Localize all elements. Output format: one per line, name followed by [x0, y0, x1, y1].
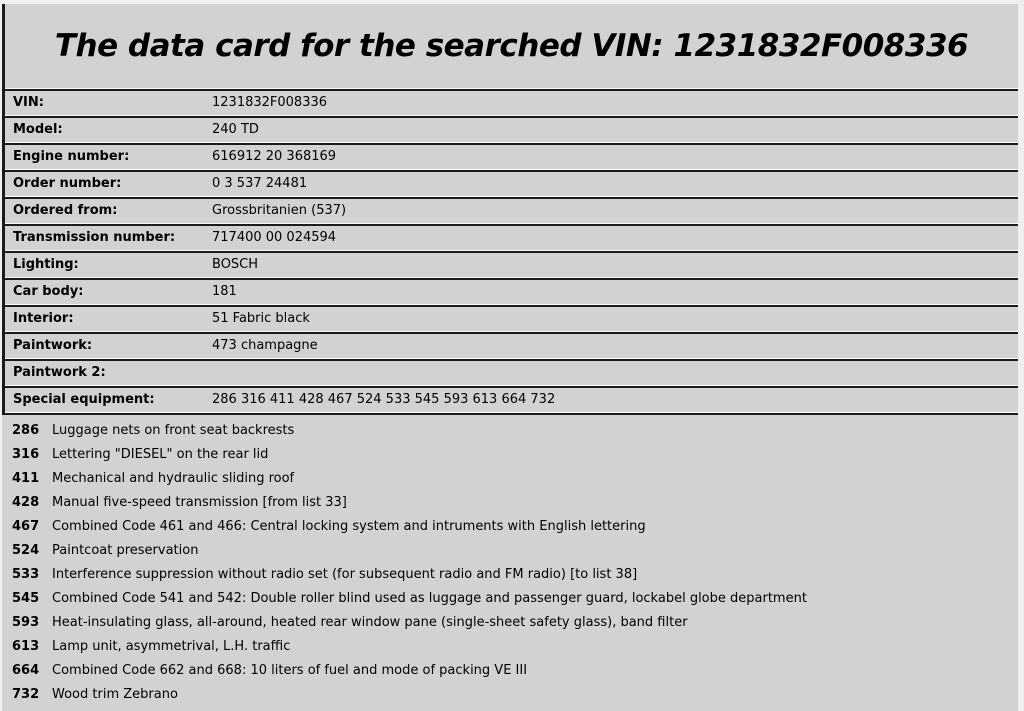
field-value: Grossbritanien (537) — [212, 203, 347, 218]
field-value: 240 TD — [212, 122, 259, 137]
field-row — [5, 386, 1018, 412]
equipment-code: 545 — [12, 591, 40, 606]
field-label: VIN: — [13, 95, 44, 110]
equipment-code: 467 — [12, 519, 40, 534]
field-row — [5, 197, 1018, 223]
field-value: 616912 20 368169 — [212, 149, 337, 164]
equipment-description: Paintcoat preservation — [52, 543, 199, 558]
field-row — [5, 89, 1018, 115]
field-label: Paintwork 2: — [13, 365, 106, 380]
field-row — [5, 143, 1018, 169]
field-label: Order number: — [13, 176, 122, 191]
equipment-code: 524 — [12, 543, 40, 558]
field-value: 181 — [212, 284, 237, 299]
equipment-item — [2, 563, 1018, 587]
equipment-description: Heat-insulating glass, all-around, heated rear window pane (single-sheet safety glass), band filter — [52, 615, 688, 630]
card-header — [5, 4, 1018, 88]
equipment-item — [2, 611, 1018, 635]
field-value: BOSCH — [212, 257, 259, 272]
equipment-code: 664 — [12, 663, 40, 678]
field-value: 286 316 411 428 467 524 533 545 593 613 664 732 — [212, 392, 556, 407]
equipment-item — [2, 491, 1018, 515]
equipment-list — [2, 415, 1018, 711]
field-label: Paintwork: — [13, 338, 93, 353]
equipment-item — [2, 635, 1018, 659]
equipment-description: Manual five-speed transmission [from list 33] — [52, 495, 347, 510]
field-value — [212, 361, 1018, 385]
equipment-code: 593 — [12, 615, 40, 630]
equipment-item — [2, 683, 1018, 707]
equipment-description: Combined Code 541 and 542: Double roller blind used as luggage and passenger guard, lockabel globe department — [52, 591, 807, 606]
field-label: Ordered from: — [13, 203, 118, 218]
data-card — [2, 4, 1018, 711]
equipment-description: Mechanical and hydraulic sliding roof — [52, 471, 295, 486]
field-row — [5, 224, 1018, 250]
field-label: Interior: — [13, 311, 74, 326]
field-row — [5, 251, 1018, 277]
field-label: Lighting: — [13, 257, 79, 272]
field-row — [5, 278, 1018, 304]
field-value: 717400 00 024594 — [212, 230, 337, 245]
page-title: The data card for the searched VIN: 1231832F008336 — [54, 28, 969, 64]
field-value: 1231832F008336 — [212, 95, 328, 110]
equipment-item — [2, 539, 1018, 563]
field-row — [5, 332, 1018, 358]
equipment-item — [2, 587, 1018, 611]
field-label: Engine number: — [13, 149, 130, 164]
field-label: Model: — [13, 122, 63, 137]
equipment-description: Lamp unit, asymmetrival, L.H. traffic — [52, 639, 291, 654]
field-row — [5, 170, 1018, 196]
field-label: Transmission number: — [13, 230, 176, 245]
equipment-description: Combined Code 461 and 466: Central locking system and intruments with English lettering — [52, 519, 646, 534]
equipment-description: Wood trim Zebrano — [52, 687, 178, 702]
card-upper-section — [2, 4, 1018, 415]
equipment-code: 428 — [12, 495, 40, 510]
field-label: Special equipment: — [13, 392, 155, 407]
equipment-code: 411 — [12, 471, 40, 486]
equipment-description: Combined Code 662 and 668: 10 liters of fuel and mode of packing VE III — [52, 663, 528, 678]
field-row — [5, 359, 1018, 385]
equipment-item — [2, 515, 1018, 539]
equipment-item — [2, 467, 1018, 491]
equipment-item — [2, 443, 1018, 467]
equipment-item — [2, 419, 1018, 443]
equipment-description: Interference suppression without radio set (for subsequent radio and FM radio) [to list 38] — [52, 567, 638, 582]
field-table — [5, 89, 1018, 412]
equipment-description: Lettering "DIESEL" on the rear lid — [52, 447, 269, 462]
field-value: 0 3 537 24481 — [212, 176, 308, 191]
field-value: 473 champagne — [212, 338, 318, 353]
equipment-description: Luggage nets on front seat backrests — [52, 423, 295, 438]
equipment-code: 316 — [12, 447, 40, 462]
field-row — [5, 116, 1018, 142]
equipment-code: 286 — [12, 423, 40, 438]
field-label: Car body: — [13, 284, 84, 299]
field-value: 51 Fabric black — [212, 311, 310, 326]
field-row — [5, 305, 1018, 331]
equipment-code: 732 — [12, 687, 40, 702]
equipment-item — [2, 659, 1018, 683]
equipment-code: 533 — [12, 567, 40, 582]
equipment-code: 613 — [12, 639, 40, 654]
